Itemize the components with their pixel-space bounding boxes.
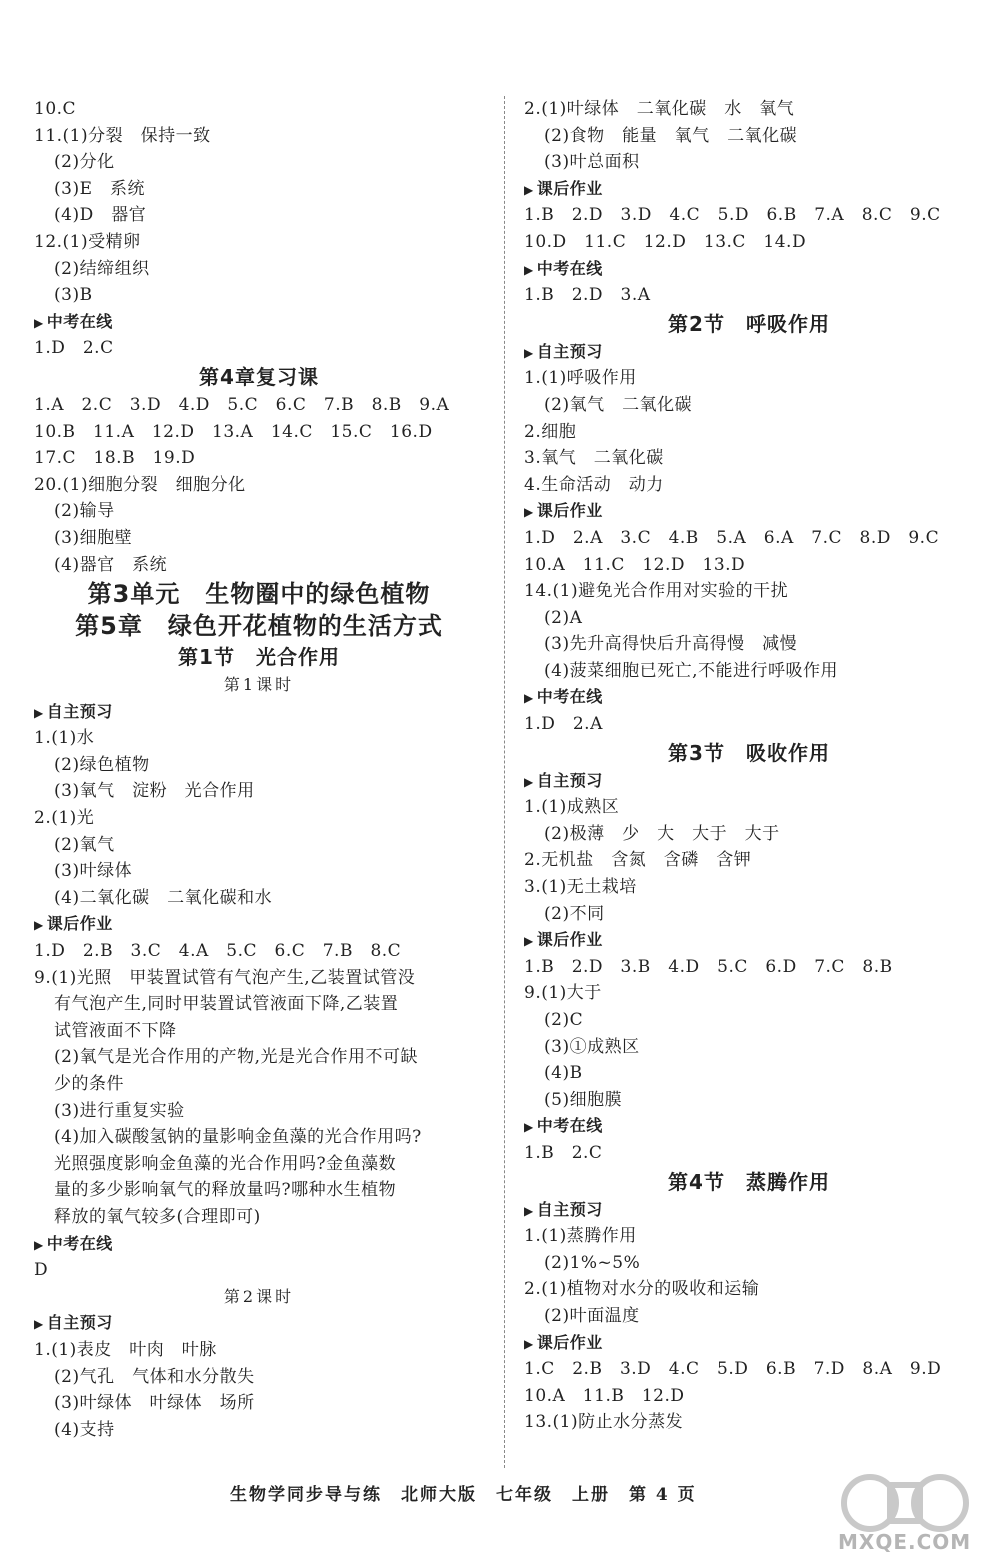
answer-line: 光照强度影响金鱼藻的光合作用吗?金鱼藻数: [54, 1153, 397, 1174]
answer-line: (2)C: [544, 1010, 584, 1030]
answer-line: (2)叶面温度: [544, 1305, 640, 1326]
answer-line: 1.B 2.D 3.D 4.C 5.D 6.B 7.A 8.C 9.C: [524, 205, 941, 226]
answer-line: 1.B 2.C: [524, 1142, 603, 1163]
answer-line: 1.D 2.C: [34, 338, 114, 359]
answer-line: (3)先升高得快后升高得慢 减慢: [544, 634, 798, 655]
answer-line: (2)氧气 二氧化碳: [544, 394, 693, 415]
answer-line: 20.(1)细胞分裂 细胞分化: [34, 474, 246, 495]
answer-line: (4)菠菜细胞已死亡,不能进行呼吸作用: [544, 660, 838, 681]
chapter-title: 第3单元 生物圈中的绿色植物: [87, 580, 431, 609]
answer-line: 释放的氧气较多(合理即可): [54, 1206, 261, 1227]
answer-line: 1.D 2.B 3.C 4.A 5.C 6.C 7.B 8.C: [34, 941, 402, 962]
column-divider: [504, 96, 505, 1468]
answer-line: (2)气孔 气体和水分散失: [54, 1366, 255, 1387]
chapter-title: 第4章复习课: [199, 364, 319, 389]
answer-line: (2)绿色植物: [54, 754, 150, 775]
section-header: ▶ 自主预习: [34, 699, 484, 726]
answer-line: 1.D 2.A 3.C 4.B 5.A 6.A 7.C 8.D 9.C: [524, 527, 940, 548]
answer-line: 10.A 11.B 12.D: [524, 1385, 685, 1406]
answer-line: (2)氧气是光合作用的产物,光是光合作用不可缺: [54, 1047, 418, 1068]
answer-line: (3)B: [54, 285, 93, 306]
chapter-title: 第1节 光合作用: [178, 645, 340, 670]
chapter-title: 第3节 吸收作用: [668, 740, 830, 765]
section-header: ▶ 课后作业: [524, 498, 974, 525]
lesson-title: 第1课时: [223, 675, 295, 695]
left-column: [34, 96, 484, 1443]
section-header: ▶ 自主预习: [524, 1197, 974, 1224]
answer-line: (3)①成熟区: [544, 1036, 640, 1057]
answer-line: (2)不同: [544, 903, 605, 924]
answer-line: 9.(1)光照 甲装置试管有气泡产生,乙装置试管没: [34, 967, 416, 988]
answer-line: 1.(1)成熟区: [524, 797, 620, 818]
answer-line: (4)D 器官: [54, 205, 147, 226]
lesson-title: 第2课时: [223, 1286, 295, 1306]
answer-line: 试管液面不下降: [54, 1020, 177, 1041]
answer-line: 2.细胞: [524, 421, 577, 442]
answer-line: (2)极薄 少 大 大于 大于: [544, 823, 780, 844]
answer-line: 10.D 11.C 12.D 13.C 14.D: [524, 231, 807, 252]
answer-line: 有气泡产生,同时甲装置试管液面下降,乙装置: [54, 994, 399, 1015]
answer-line: 9.(1)大于: [524, 983, 602, 1004]
section-header: ▶ 中考在线: [524, 256, 974, 283]
answer-line: 10.C: [34, 99, 77, 119]
answer-line: 14.(1)避免光合作用对实验的干扰: [524, 581, 789, 602]
answer-line: (4)器官 系统: [54, 554, 168, 575]
answer-line: 量的多少影响氧气的释放量吗?哪种水生植物: [54, 1180, 397, 1201]
answer-line: 11.(1)分裂 保持一致: [34, 125, 211, 146]
section-header: ▶ 中考在线: [524, 684, 974, 711]
answer-line: (5)细胞膜: [544, 1089, 623, 1110]
section-header: ▶ 课后作业: [524, 176, 974, 203]
chapter-title: 第5章 绿色开花植物的生活方式: [75, 612, 443, 641]
answer-line: 1.(1)呼吸作用: [524, 368, 637, 389]
answer-line: 3.氧气 二氧化碳: [524, 448, 664, 469]
right-column: [524, 96, 974, 1436]
answer-line: 13.(1)防止水分蒸发: [524, 1412, 684, 1433]
answer-line: (3)叶绿体: [54, 861, 133, 882]
answer-line: 4.生命活动 动力: [524, 474, 664, 495]
watermark-site: MXQE.COM: [838, 1530, 972, 1554]
chapter-title: 第4节 蒸腾作用: [668, 1169, 830, 1194]
answer-line: (4)二氧化碳 二氧化碳和水: [54, 887, 273, 908]
answer-line: (2)食物 能量 氧气 二氧化碳: [544, 125, 798, 146]
section-header: ▶ 自主预习: [524, 768, 974, 795]
answer-line: (3)叶总面积: [544, 152, 640, 173]
answer-line: (3)氧气 淀粉 光合作用: [54, 781, 255, 802]
chapter-title: 第2节 呼吸作用: [668, 311, 830, 336]
answer-line: (4)加入碳酸氢钠的量影响金鱼藻的光合作用吗?: [54, 1127, 422, 1148]
answer-line: 少的条件: [54, 1074, 124, 1094]
section-header: ▶ 中考在线: [524, 1113, 974, 1140]
answer-line: (3)E 系统: [54, 178, 145, 199]
answer-line: 1.(1)水: [34, 728, 95, 749]
answer-line: (3)细胞壁: [54, 527, 133, 548]
answer-line: (2)氧气: [54, 834, 115, 855]
answer-line: 3.(1)无土栽培: [524, 877, 637, 898]
section-header: ▶ 课后作业: [524, 1330, 974, 1357]
section-header: ▶ 中考在线: [34, 309, 484, 336]
section-header: ▶ 自主预习: [524, 339, 974, 366]
answer-line: 12.(1)受精卵: [34, 231, 141, 252]
answer-line: 2.(1)光: [34, 808, 95, 829]
answer-line: (2)1%~5%: [544, 1252, 641, 1273]
section-header: ▶ 自主预习: [34, 1310, 484, 1337]
answer-line: 1.(1)表皮 叶肉 叶脉: [34, 1339, 217, 1360]
answer-line: 1.D 2.A: [524, 714, 603, 735]
answer-line: (4)B: [544, 1063, 583, 1084]
answer-line: 1.C 2.B 3.D 4.C 5.D 6.B 7.D 8.A 9.D: [524, 1359, 942, 1380]
answer-line: (2)输导: [54, 501, 115, 522]
answer-line: 2.(1)叶绿体 二氧化碳 水 氧气: [524, 99, 795, 119]
answer-line: D: [34, 1260, 49, 1281]
answer-line: 10.A 11.C 12.D 13.D: [524, 554, 746, 575]
answer-line: (3)进行重复实验: [54, 1100, 185, 1121]
answer-line: (2)结缔组织: [54, 258, 150, 279]
answer-line: (3)叶绿体 叶绿体 场所: [54, 1393, 255, 1414]
section-header: ▶ 课后作业: [34, 911, 484, 938]
answer-line: (4)支持: [54, 1419, 115, 1440]
page-footer: 生物学同步导与练 北师大版 七年级 上册 第 4 页: [230, 1485, 697, 1505]
answer-line: 1.B 2.D 3.B 4.D 5.C 6.D 7.C 8.B: [524, 956, 893, 977]
answer-line: (2)A: [544, 607, 583, 628]
answer-line: 1.(1)蒸腾作用: [524, 1226, 637, 1247]
answer-line: 1.A 2.C 3.D 4.D 5.C 6.C 7.B 8.B 9.A: [34, 394, 450, 415]
answer-line: 2.无机盐 含氮 含磷 含钾: [524, 850, 752, 871]
section-header: ▶ 课后作业: [524, 927, 974, 954]
section-header: ▶ 中考在线: [34, 1231, 484, 1258]
answer-line: 2.(1)植物对水分的吸收和运输: [524, 1279, 760, 1300]
answer-line: (2)分化: [54, 152, 115, 173]
answer-line: 17.C 18.B 19.D: [34, 448, 196, 469]
answer-line: 10.B 11.A 12.D 13.A 14.C 15.C 16.D: [34, 421, 433, 442]
answer-line: 1.B 2.D 3.A: [524, 285, 651, 306]
